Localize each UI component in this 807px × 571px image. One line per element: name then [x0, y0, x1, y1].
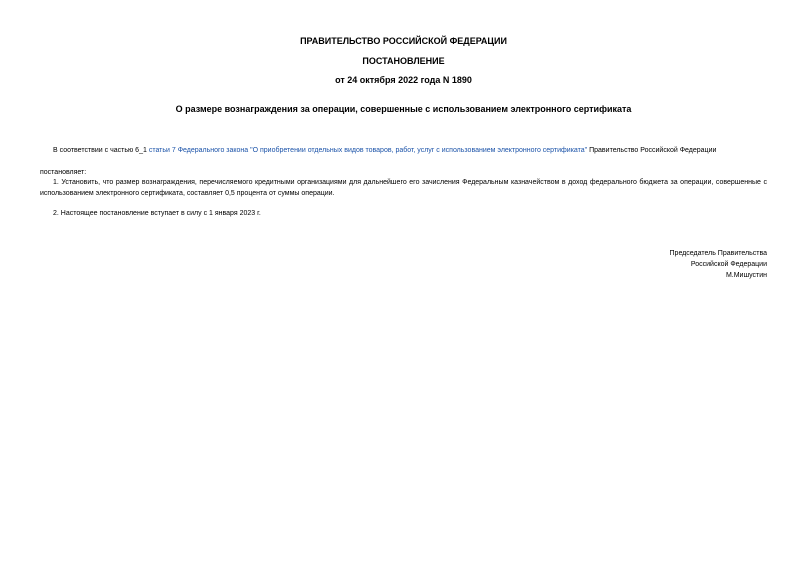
- government-heading: ПРАВИТЕЛЬСТВО РОССИЙСКОЙ ФЕДЕРАЦИИ: [300, 36, 507, 46]
- document-title: О размере вознаграждения за операции, совершенные с использованием электронного сертификата: [175, 104, 632, 114]
- intro-suffix-text: Правительство Российской Федерации: [587, 147, 717, 154]
- decides-text: постановляет:: [40, 169, 87, 176]
- date-number-heading: от 24 октября 2022 года N 1890: [335, 75, 472, 85]
- document-type-heading: ПОСТАНОВЛЕНИЕ: [362, 56, 445, 66]
- signatory-position-line1: Председатель Правительства: [669, 250, 767, 257]
- intro-paragraph: [53, 145, 716, 156]
- item-2-paragraph: 2. Настоящее постановление вступает в силу с 1 января 2023 г.: [53, 210, 261, 217]
- federal-law-link[interactable]: статьи 7 Федерального закона "О приобретении отдельных видов товаров, работ, услуг с использованием электронного сертификата": [148, 147, 588, 154]
- intro-prefix-text: В соответствии с частью 6_1: [53, 147, 149, 154]
- signatory-name: М.Мишустин: [725, 272, 767, 279]
- item-1-paragraph: 1. Установить, что размер вознаграждения, перечисляемого кредитными организациями для дальнейшего его зачисления Федеральным казначейством в доход федерального бюджета за операции, совершенные с использованием электронного сертификата, составляет 0,5 процента от суммы операции.: [40, 179, 767, 197]
- signatory-position-line2: Российской Федерации: [690, 261, 767, 268]
